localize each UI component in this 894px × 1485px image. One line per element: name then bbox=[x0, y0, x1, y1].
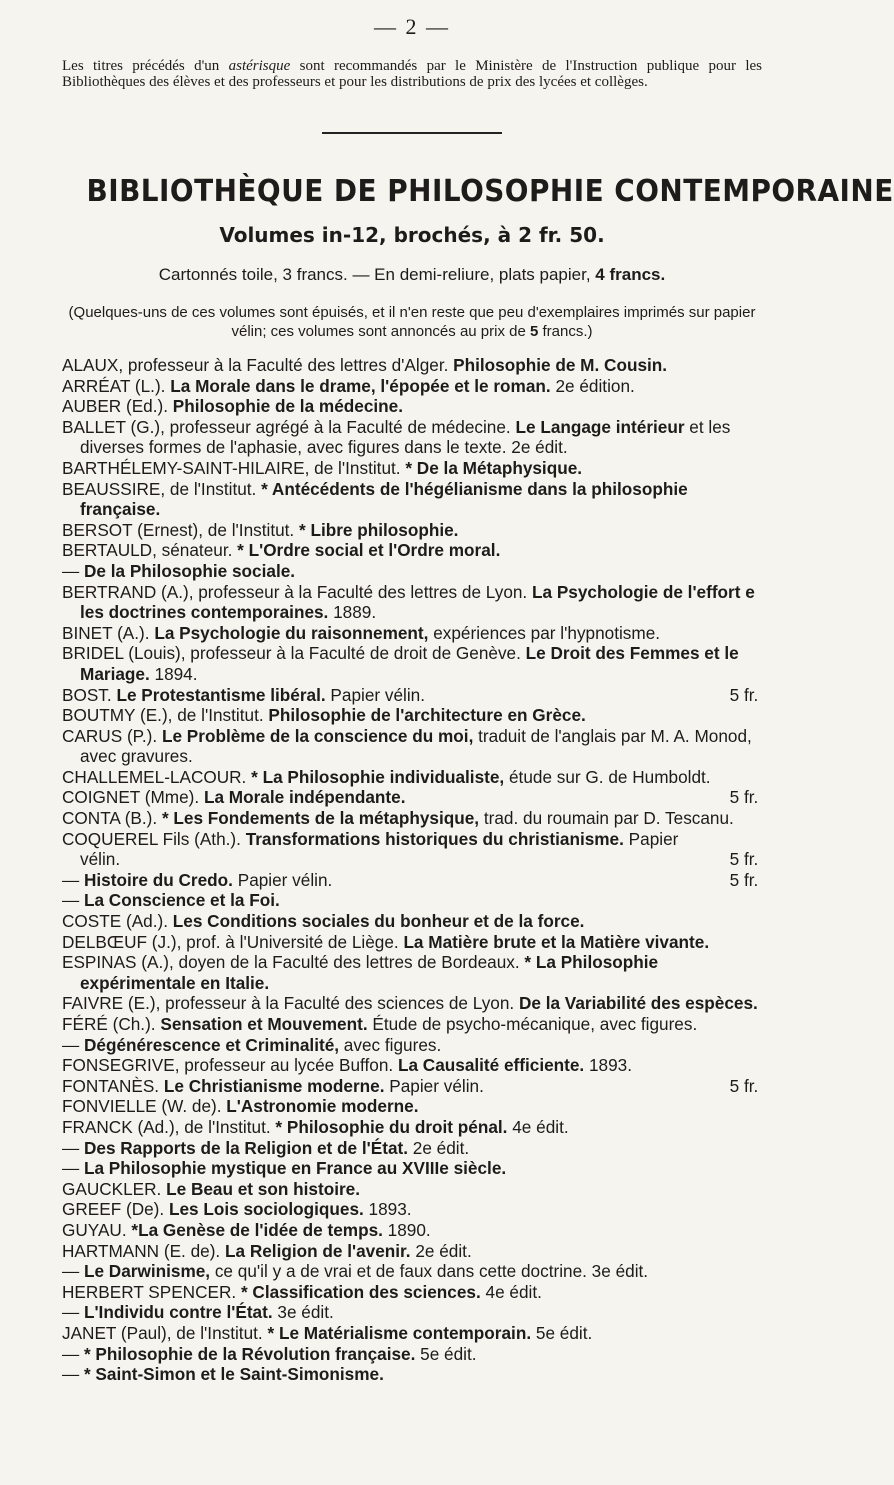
catalog-subtitle: Volumes in-12, brochés, à 2 fr. 50. bbox=[219, 223, 605, 247]
entry-author: — bbox=[62, 1343, 84, 1364]
entry-work-title: * L'Ordre social et l'Ordre moral. bbox=[237, 540, 501, 561]
entry-work-title: * De la Métaphysique. bbox=[405, 457, 583, 478]
entry-work-title: Le Beau et son histoire. bbox=[166, 1178, 360, 1199]
entry-author: — bbox=[62, 1261, 84, 1282]
entry-work-title: * La Philosophie expérimentale en Italie. bbox=[80, 952, 659, 993]
catalog-entry bbox=[62, 1096, 762, 1117]
catalog-entry bbox=[62, 787, 762, 808]
catalog-entry bbox=[62, 1035, 762, 1056]
catalog-entry bbox=[62, 582, 762, 623]
entry-author: BOST. bbox=[62, 684, 117, 705]
catalog-entry bbox=[62, 1117, 762, 1138]
catalog-entry bbox=[62, 1220, 762, 1241]
note-text-a: (Quelques-uns de ces volumes sont épuisés, et il n'en reste que peu d'exemplaires imprimés sur papier vélin; ces volumes sont annoncés au prix de bbox=[68, 304, 756, 340]
entry-author: — bbox=[62, 1158, 84, 1179]
catalog-entry bbox=[62, 808, 762, 829]
catalog-entry bbox=[62, 685, 762, 706]
divider-rule bbox=[322, 132, 502, 134]
catalog-page bbox=[62, 14, 894, 1385]
entry-author: — bbox=[62, 1364, 84, 1385]
catalog-entry bbox=[62, 355, 762, 376]
entry-details: 5e édit. bbox=[531, 1322, 593, 1343]
entry-work-title: *La Genèse de l'idée de temps. bbox=[131, 1219, 383, 1240]
entry-author: FÉRÉ (Ch.). bbox=[62, 1014, 161, 1034]
entry-author: — bbox=[62, 1137, 84, 1158]
catalog-entry bbox=[62, 561, 762, 582]
catalog-entry bbox=[62, 767, 762, 788]
entry-author: — bbox=[62, 890, 84, 911]
entry-author: CARUS (P.). bbox=[62, 725, 162, 746]
entry-details: 2e édit. bbox=[410, 1240, 472, 1261]
catalog-entry bbox=[62, 932, 762, 953]
entry-work-title: Les Lois sociologiques. bbox=[168, 1199, 364, 1220]
entry-author: GAUCKLER. bbox=[62, 1178, 167, 1199]
entry-details: ce qu'il y a de vrai et de faux dans cette doctrine. 3e édit. bbox=[210, 1261, 649, 1282]
entry-work-title: La Causalité efficiente. bbox=[397, 1055, 585, 1076]
catalog-entry bbox=[62, 911, 762, 932]
intro-paragraph bbox=[62, 58, 762, 90]
entry-work-title: Le Christianisme moderne. bbox=[163, 1075, 385, 1096]
entry-author: CONTA (B.). bbox=[62, 808, 162, 829]
entry-details: 1889. bbox=[328, 602, 377, 623]
entry-details: Étude de psycho-mécanique, avec figures. bbox=[367, 1014, 698, 1034]
entry-work-title: La Psychologie de l'effort e les doctrines contemporaines. bbox=[80, 581, 755, 623]
entry-author: BERTRAND (A.), professeur à la Faculté des lettres de Lyon. bbox=[62, 581, 532, 602]
catalog-entry bbox=[62, 1302, 762, 1323]
entry-author: DELBŒUF (J.), prof. à l'Université de Liège. bbox=[62, 931, 404, 952]
catalog-entry bbox=[62, 1282, 762, 1303]
page-number: — 2 — bbox=[374, 14, 450, 39]
note-text-c: francs.) bbox=[538, 323, 593, 340]
entry-author: CHALLEMEL-LACOUR. bbox=[62, 766, 252, 787]
entry-author: GREEF (De). bbox=[62, 1199, 169, 1220]
entry-price: 5 fr. bbox=[729, 787, 759, 808]
entry-work-title: * Le Matérialisme contemporain. bbox=[267, 1322, 532, 1343]
entry-work-title: La Morale dans le drame, l'épopée et le roman. bbox=[170, 375, 551, 396]
catalog-entry bbox=[62, 417, 762, 458]
entry-work-title: * Saint-Simon et le Saint-Simonisme. bbox=[83, 1364, 384, 1385]
entry-author: — bbox=[62, 560, 84, 581]
entry-work-title: La Religion de l'avenir. bbox=[225, 1240, 411, 1261]
catalog-entry bbox=[62, 993, 762, 1014]
catalog-entry bbox=[62, 1158, 762, 1179]
entry-details: Papier vélin. bbox=[80, 828, 679, 870]
entry-work-title: Sensation et Mouvement. bbox=[160, 1014, 368, 1034]
entry-work-title: Transformations historiques du christianisme. bbox=[245, 828, 624, 849]
entry-details: 1890. bbox=[382, 1219, 431, 1240]
entry-author: ARRÉAT (L.). bbox=[62, 375, 171, 396]
entry-work-title: De la Philosophie sociale. bbox=[83, 560, 296, 581]
entry-author: — bbox=[62, 1034, 84, 1055]
entry-work-title: * Classification des sciences. bbox=[240, 1281, 481, 1302]
entry-author: COIGNET (Mme). bbox=[62, 787, 204, 808]
entry-work-title: L'Individu contre l'État. bbox=[83, 1302, 273, 1323]
entry-author: FAIVRE (E.), professeur à la Faculté des sciences de Lyon. bbox=[62, 993, 519, 1014]
entry-work-title: Philosophie de la médecine. bbox=[172, 396, 403, 417]
entry-author: BOUTMY (E.), de l'Institut. bbox=[62, 705, 269, 726]
catalog-entry bbox=[62, 623, 762, 644]
catalog-title: BIBLIOTHÈQUE DE PHILOSOPHIE CONTEMPORAINE bbox=[86, 174, 894, 209]
catalog-entry bbox=[62, 1241, 762, 1262]
catalog-entry bbox=[62, 1364, 762, 1385]
catalog-entry bbox=[62, 1076, 762, 1097]
entry-work-title: Les Conditions sociales du bonheur et de la force. bbox=[172, 911, 585, 932]
entry-work-title: Le Protestantisme libéral. bbox=[116, 684, 326, 705]
entry-price: 5 fr. bbox=[729, 1075, 759, 1096]
catalog-entry bbox=[62, 376, 762, 397]
entry-details: Papier vélin. bbox=[384, 1075, 484, 1096]
entry-author: COSTE (Ad.). bbox=[62, 911, 173, 932]
entry-work-title: * Antécédents de l'hégélianisme dans la philosophie française. bbox=[80, 478, 688, 520]
catalog-entry bbox=[62, 1014, 762, 1035]
entry-work-title: Dégénérescence et Criminalité, bbox=[83, 1034, 340, 1055]
entry-price: 5 fr. bbox=[729, 869, 759, 890]
catalog-entry bbox=[62, 1138, 762, 1159]
entry-author: BRIDEL (Louis), professeur à la Faculté de droit de Genève. bbox=[62, 643, 526, 664]
entry-details: 2e édit. bbox=[408, 1137, 470, 1158]
entry-author: GUYAU. bbox=[62, 1219, 132, 1240]
entry-details: 4e édit. bbox=[480, 1281, 542, 1302]
bindings-price-line bbox=[62, 265, 762, 285]
entry-details: expériences par l'hypnotisme. bbox=[428, 622, 661, 643]
entry-author: AUBER (Ed.). bbox=[62, 396, 173, 417]
entry-author: BERTAULD, sénateur. bbox=[62, 540, 238, 561]
catalog-entry bbox=[62, 952, 762, 993]
entry-work-title: La Conscience et la Foi. bbox=[83, 890, 280, 911]
entry-details: Papier vélin. bbox=[232, 869, 333, 890]
entry-work-title: La Philosophie mystique en France au XVIIIe siècle. bbox=[83, 1158, 507, 1179]
catalog-entry bbox=[62, 479, 762, 520]
entry-work-title: * Philosophie du droit pénal. bbox=[275, 1116, 508, 1137]
note-price-bold: 5 bbox=[529, 323, 539, 340]
entry-work-title: L'Astronomie moderne. bbox=[226, 1096, 419, 1117]
entry-work-title: Le Darwinisme, bbox=[83, 1261, 211, 1282]
entry-author: ALAUX, professeur à la Faculté des lettres d'Alger. bbox=[62, 355, 454, 375]
entry-work-title: La Psychologie du raisonnement, bbox=[154, 622, 429, 643]
catalog-entry bbox=[62, 829, 762, 870]
entry-work-title: La Morale indépendante. bbox=[203, 787, 406, 808]
catalog-entry bbox=[62, 726, 762, 767]
entry-work-title: Le Langage intérieur bbox=[515, 416, 685, 437]
bindings-price-bold: 4 francs. bbox=[595, 265, 666, 284]
entry-work-title: Des Rapports de la Religion et de l'État. bbox=[83, 1137, 408, 1158]
catalog-entry bbox=[62, 1344, 762, 1365]
entry-details: 5e édit. bbox=[415, 1343, 477, 1364]
entry-work-title: Le Droit des Femmes et le Mariage. bbox=[80, 643, 739, 684]
entry-author: BERSOT (Ernest), de l'Institut. bbox=[62, 519, 299, 540]
catalog-entry bbox=[62, 890, 762, 911]
catalog-entries-list bbox=[62, 355, 762, 1385]
entry-work-title: Philosophie de M. Cousin. bbox=[453, 355, 668, 375]
entry-work-title: De la Variabilité des espèces. bbox=[518, 993, 758, 1014]
intro-text-after: sont recommandés par le Ministère de l'Instruction publique pour les Bibliothèques des élèves et des professeurs et pour les distributions de prix des lycées et collèges. bbox=[62, 58, 762, 90]
entry-work-title: * Philosophie de la Révolution française. bbox=[83, 1343, 416, 1364]
catalog-entry bbox=[62, 540, 762, 561]
entry-author: ESPINAS (A.), doyen de la Faculté des lettres de Bordeaux. bbox=[62, 952, 525, 973]
entry-author: BALLET (G.), professeur agrégé à la Faculté de médecine. bbox=[62, 416, 516, 437]
entry-price: 5 fr. bbox=[729, 684, 759, 705]
intro-italic-word: astérisque bbox=[228, 58, 291, 74]
entry-author: FONTANÈS. bbox=[62, 1075, 164, 1096]
entry-work-title: * Les Fondements de la métaphysique, bbox=[161, 808, 480, 829]
entry-author: FRANCK (Ad.), de l'Institut. bbox=[62, 1116, 276, 1137]
entry-author: HARTMANN (E. de). bbox=[62, 1240, 225, 1261]
entry-details: Papier vélin. bbox=[325, 684, 425, 705]
intro-text-before: Les titres précédés d'un bbox=[62, 58, 229, 74]
entry-work-title: * La Philosophie individualiste, bbox=[251, 766, 505, 787]
entry-work-title: La Matière brute et la Matière vivante. bbox=[403, 931, 710, 952]
entry-author: BEAUSSIRE, de l'Institut. bbox=[62, 478, 262, 499]
entry-details: avec figures. bbox=[339, 1034, 442, 1055]
entry-details: 1893. bbox=[584, 1055, 633, 1076]
entry-details: 2e édition. bbox=[550, 375, 635, 396]
entry-work-title: Le Problème de la conscience du moi, bbox=[161, 725, 474, 746]
entry-author: — bbox=[62, 869, 84, 890]
entry-details: 3e édit. bbox=[272, 1302, 334, 1323]
entry-author: — bbox=[62, 1302, 84, 1323]
entry-work-title: Histoire du Credo. bbox=[83, 869, 233, 890]
entry-work-title: Philosophie de l'architecture en Grèce. bbox=[268, 705, 586, 726]
entry-details: 1894. bbox=[149, 663, 198, 684]
bindings-text: Cartonnés toile, 3 francs. — En demi-reliure, plats papier, bbox=[158, 265, 596, 284]
catalog-entry bbox=[62, 1055, 762, 1076]
catalog-entry bbox=[62, 1323, 762, 1344]
entry-author: FONVIELLE (W. de). bbox=[62, 1096, 227, 1117]
entry-details: et les diverses formes de l'aphasie, avec figures dans le texte. 2e édit. bbox=[80, 416, 731, 458]
entry-author: COQUEREL Fils (Ath.). bbox=[62, 828, 246, 849]
entry-details: trad. du roumain par D. Tescanu. bbox=[479, 808, 734, 829]
entry-author: FONSEGRIVE, professeur au lycée Buffon. bbox=[62, 1055, 398, 1076]
entry-details: traduit de l'anglais par M. A. Monod, avec gravures. bbox=[80, 725, 752, 767]
entry-author: BARTHÉLEMY-SAINT-HILAIRE, de l'Institut. bbox=[62, 457, 406, 478]
entry-author: JANET (Paul), de l'Institut. bbox=[62, 1322, 268, 1343]
entry-author: BINET (A.). bbox=[62, 622, 155, 643]
catalog-entry bbox=[62, 1199, 762, 1220]
catalog-entry bbox=[62, 870, 762, 891]
availability-note bbox=[62, 303, 762, 341]
catalog-entry bbox=[62, 1261, 762, 1282]
catalog-entry bbox=[62, 1179, 762, 1200]
catalog-entry bbox=[62, 643, 762, 684]
catalog-entry bbox=[62, 396, 762, 417]
entry-work-title: * Libre philosophie. bbox=[298, 519, 459, 540]
entry-author: HERBERT SPENCER. bbox=[62, 1281, 241, 1302]
catalog-entry bbox=[62, 520, 762, 541]
entry-price: 5 fr. bbox=[729, 849, 759, 870]
entry-details: 4e édit. bbox=[507, 1116, 569, 1137]
entry-details: étude sur G. de Humboldt. bbox=[504, 766, 711, 787]
catalog-entry bbox=[62, 705, 762, 726]
entry-details: 1893. bbox=[363, 1199, 412, 1220]
catalog-entry bbox=[62, 458, 762, 479]
